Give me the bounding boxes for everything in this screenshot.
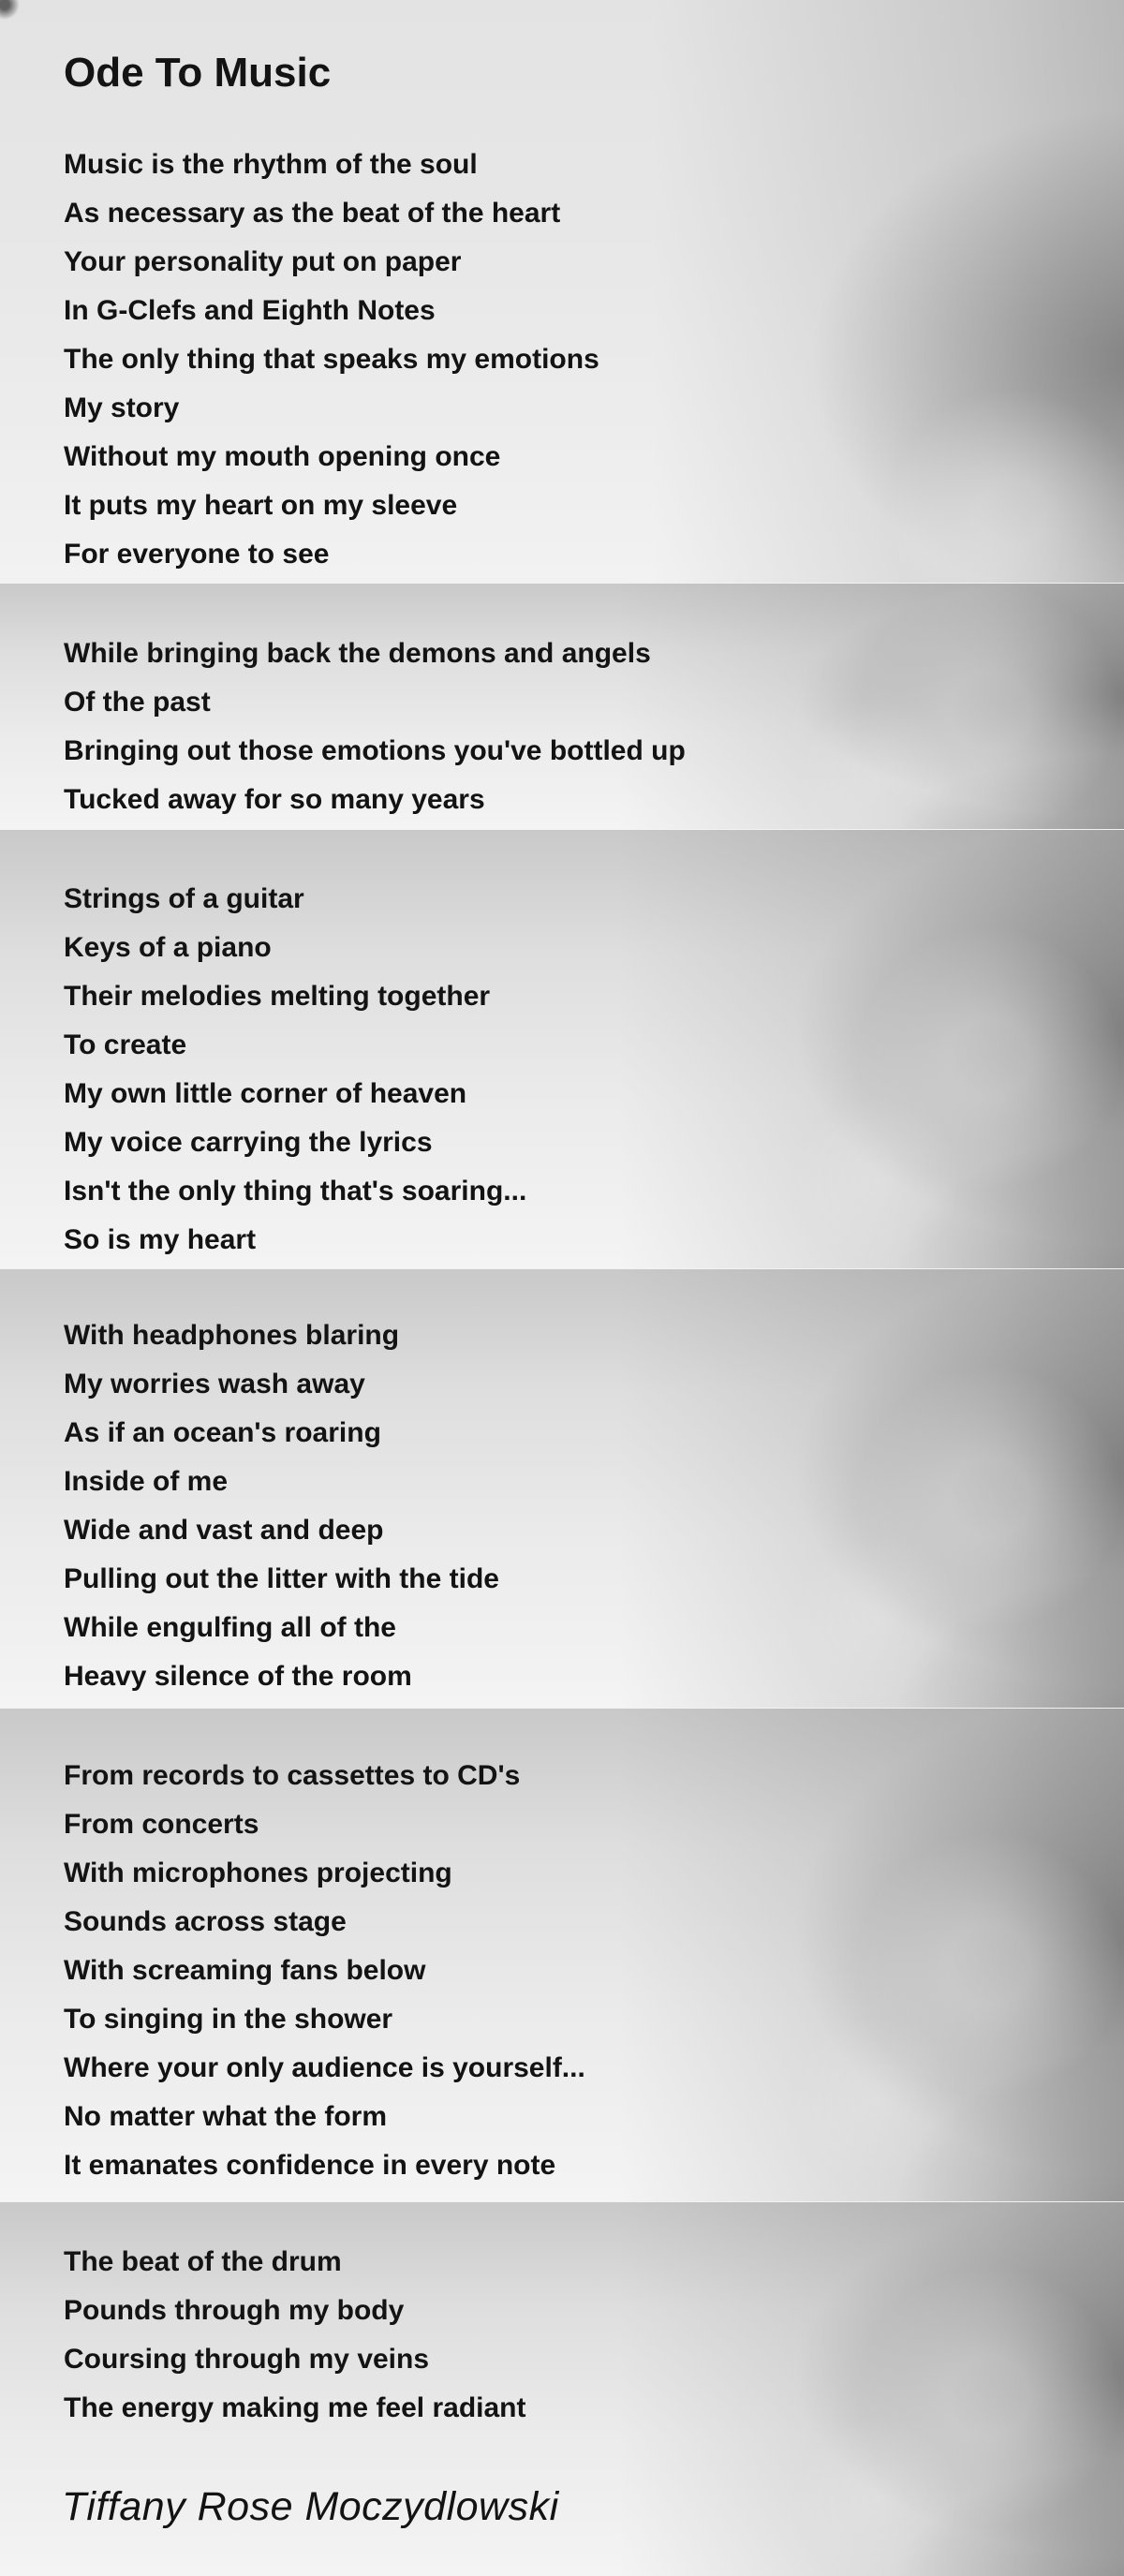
poem-line: For everyone to see [64,539,330,570]
poem-line: Your personality put on paper [64,246,462,277]
poem-line: To singing in the shower [64,2004,393,2035]
poem-line: Pulling out the litter with the tide [64,1563,499,1594]
poem-line: From concerts [64,1809,259,1840]
poem-line: My voice carrying the lyrics [64,1127,433,1158]
poem-line: Pounds through my body [64,2295,405,2326]
poem-line: Music is the rhythm of the soul [64,149,478,180]
poem-line: Without my mouth opening once [64,441,501,472]
poem-line: Sounds across stage [64,1906,347,1937]
poem-line: Wide and vast and deep [64,1515,384,1546]
stanza-3 [64,875,1124,1265]
poem-line: The beat of the drum [64,2246,342,2277]
poem-line: Of the past [64,687,211,718]
poem-line: With microphones projecting [64,1858,452,1888]
poem-line: The energy making me feel radiant [64,2392,526,2423]
poem-author-signature: Tiffany Rose Moczydlowski [62,2484,559,2529]
stanza-6 [64,2238,1124,2433]
poem-line: To create [64,1029,187,1060]
poem-line: As if an ocean's roaring [64,1417,381,1448]
poem-line: Coursing through my veins [64,2344,430,2375]
poem-line: Their melodies melting together [64,981,491,1012]
band-stanza-5 [0,1708,1124,2201]
poem-line: In G-Clefs and Eighth Notes [64,295,436,326]
poem-line: Keys of a piano [64,932,272,963]
poem-line: The only thing that speaks my emotions [64,344,599,375]
poem-line: Isn't the only thing that's soaring... [64,1176,527,1207]
band-stanza-2 [0,583,1124,829]
poem-line: No matter what the form [64,2101,388,2132]
poem-line: Strings of a guitar [64,883,304,914]
poem-line: With screaming fans below [64,1955,426,1986]
poem-line: My own little corner of heaven [64,1078,467,1109]
poem-line: Heavy silence of the room [64,1661,412,1692]
poem-line: Bringing out those emotions you've bottled up [64,735,686,766]
stanza-4 [64,1311,1124,1701]
band-stanza-6-and-author [0,2201,1124,2576]
poem-line: Where your only audience is yourself... [64,2052,585,2083]
poem-line: Inside of me [64,1466,229,1497]
poem-title: Ode To Music [64,50,332,96]
poem-line: My story [64,392,180,423]
stanza-1 [64,141,1124,579]
poem-line: Tucked away for so many years [64,784,485,815]
poem-line: It puts my heart on my sleeve [64,490,458,521]
band-title-and-stanza-1 [0,0,1124,583]
poem-line: My worries wash away [64,1369,365,1399]
poem-line: As necessary as the beat of the heart [64,198,561,229]
band-stanza-4 [0,1268,1124,1708]
poem-line: So is my heart [64,1224,257,1255]
poem-line: While bringing back the demons and angels [64,638,651,669]
stanza-5 [64,1752,1124,2190]
poem-line: From records to cassettes to CD's [64,1760,521,1791]
poem-line: With headphones blaring [64,1320,400,1351]
stanza-2 [64,629,1124,824]
poem-line: While engulfing all of the [64,1612,396,1643]
poem-line: It emanates confidence in every note [64,2150,556,2181]
band-stanza-3 [0,829,1124,1268]
